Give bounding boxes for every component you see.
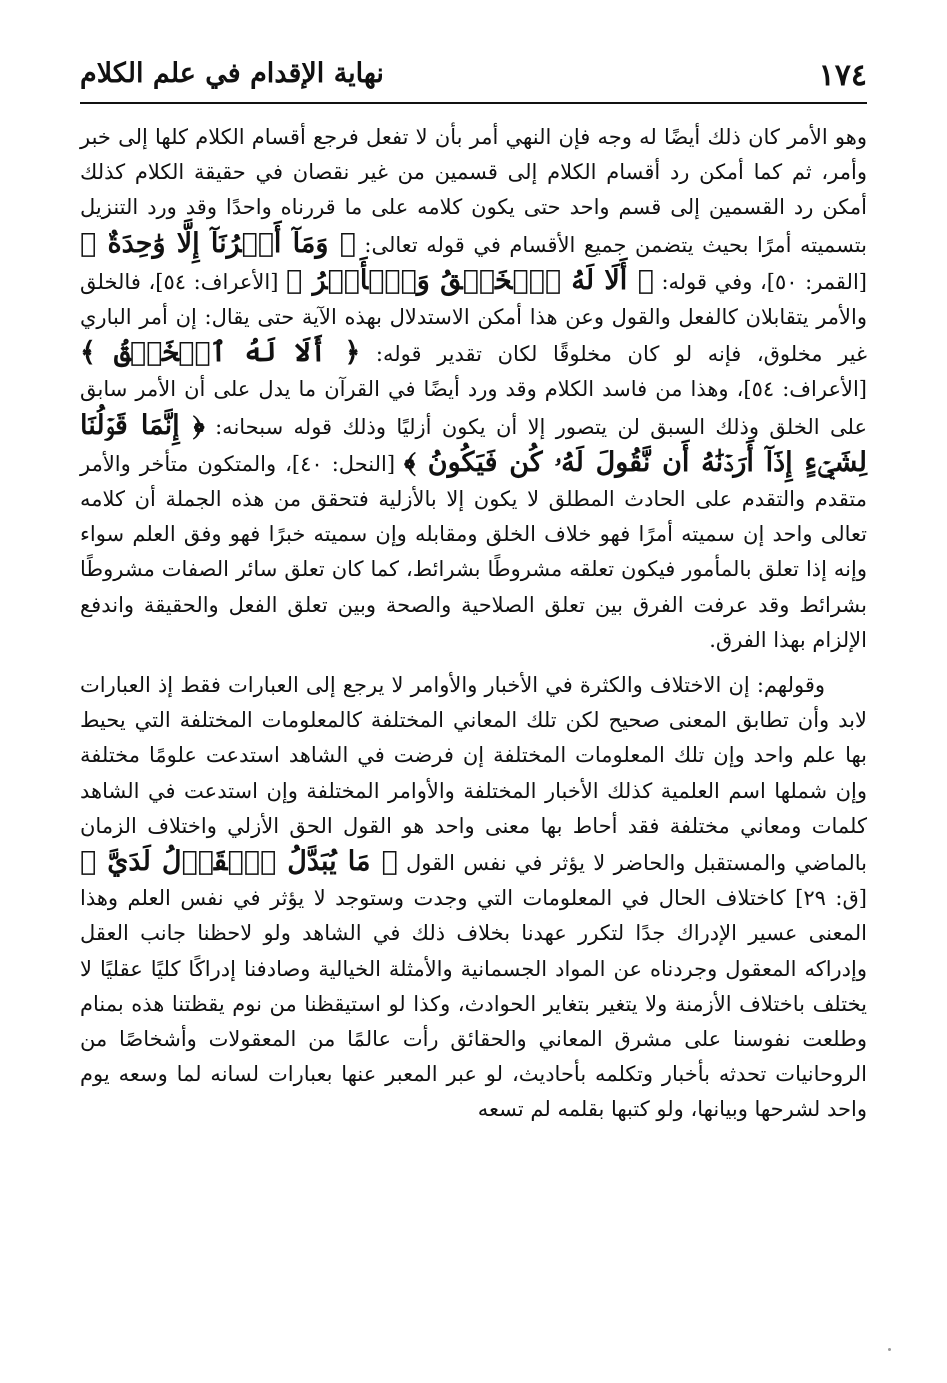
verse-reference: [الأعراف: ٥٤] bbox=[155, 269, 279, 294]
quran-verse: ﴿ أَلَا لَهُ ٱلۡخَلۡقُ ﴾ bbox=[80, 337, 361, 369]
text-run: ، وهذا من فاسد الكلام وقد ورد أيضًا في القرآن ما يدل على أن الأمر سابق على الخلق وذلك السبق لن يتصور إلا أن يكون أزليًا وذلك قوله سبحانه: bbox=[80, 377, 867, 439]
quran-verse: ﴿ إِنَّمَا قَوۡلُنَا لِشَيۡءٍ إِذَآ أَرَدۡنَٰهُ أَن نَّقُولَ لَهُۥ كُن فَيَكُونُ ﴾ bbox=[80, 409, 867, 478]
verse-reference: [الأعراف: ٥٤] bbox=[743, 377, 867, 402]
text-run: ، والمتكون متأخر والأمر متقدم والتقدم على الحادث المطلق لا يكون إلا بالأزلية فتحقق من هذه الجملة أن كلامه تعالى واحد إن سميته أمرًا فهو خلاف الخلق ومقابله وإن سميته خبرًا فهو وفق العلم سواء وإنه إذا تعلق بالمأمور فيكون تعلقه مشروطًا بشرائط، كما كان تعلق سائر الصفات مشروطًا بشرائط وقد عرفت الفرق بين تعلق الصلاحية والصحة وبين تعلق الفعل والحقيقة واندفع الإلزام بهذا الفرق. bbox=[80, 451, 867, 652]
text-run: وهو الأمر كان ذلك أيضًا له وجه فإن النهي أمر بأن لا تفعل فرجع أقسام الكلام كلها إلى خبر وأمر، ثم كما أمكن رد أقسام الكلام إلى قسمين من غير نقصان في حقيقة الكلام كذلك أمكن رد القسمين إلى قسم واحد حتى يكون كلامه على ما قررناه واحدًا وقد ورد التنزيل بتسميته أمرًا بحيث يتضمن جميع الأقسام في قوله تعالى: bbox=[80, 125, 867, 257]
paragraph-1 bbox=[80, 120, 867, 658]
page-body bbox=[80, 120, 867, 1128]
verse-reference: [القمر: ٥٠] bbox=[766, 269, 867, 294]
text-run: كاختلاف الحال في المعلومات التي وجدت وستوجد لا يؤثر في نفس العلم وهذا المعنى عسير الإدراك جدًا لتكرر عهدنا بخلاف ذلك في الشاهد ولو لاحظنا جانب العقل وإدراكه المعقول وجردناه عن المواد الجسمانية والأمثلة الخيالية وصادفنا إدراكًا كليًا عقليًا لا يختلف باختلاف الأزمنة ولا يتغير بتغاير الحوادث، وكذا لو استيقظنا من نوم يقظتنا هذه بمنام وطلعت نفوسنا على مشرق المعاني والحقائق رأت عالمًا من المعقولات وأشخاصًا من الروحانيات تحدثه بأخبار وتكلمه بأحاديث، لو عبر المعبر عنها بعبارات لسانه لما وسعه يوم واحد لشرحها وبيانها، ولو كتبها بقلمه لم تسعه bbox=[80, 886, 867, 1122]
page-header bbox=[80, 52, 867, 104]
quran-verse: ﴿ أَلَا لَهُ ٱلۡخَلۡقُ وَٱلۡأَمۡرُ ﴾ bbox=[286, 264, 654, 296]
header-rule bbox=[80, 102, 867, 104]
quran-verse: ﴿ وَمَآ أَمۡرُنَآ إِلَّا وَٰحِدَةٌ ﴾ bbox=[80, 227, 356, 259]
text-run: ، وفي قوله: bbox=[661, 269, 767, 294]
text-run: ، فالخلق والأمر يتقابلان كالفعل والقول وعن هذا أمكن الاستدلال بهذه الآية حتى يقال: إن أمر الباري غير مخلوق، فإنه لو كان مخلوقًا لكان تقدير قوله: bbox=[80, 269, 867, 367]
verse-reference: [ق: ٢٩] bbox=[795, 886, 867, 911]
scan-speck bbox=[888, 1348, 891, 1351]
verse-reference: [النحل: ٤٠] bbox=[291, 451, 396, 476]
paragraph-2 bbox=[80, 668, 867, 1128]
page-number: ١٧٤ bbox=[818, 58, 867, 93]
running-title: نهاية الإقدام في علم الكلام bbox=[80, 58, 384, 89]
quran-verse: ﴿ مَا يُبَدَّلُ ٱلۡقَوۡلُ لَدَيَّ ﴾ bbox=[80, 846, 398, 878]
text-run: وقولهم: إن الاختلاف والكثرة في الأخبار والأوامر لا يرجع إلى العبارات فقط إذ العبارات لابد وأن تطابق المعنى صحيح لكن تلك المعاني المختلفة كالمعلومات المختلفة التي يحيط بها علم واحد وإن تلك المعلومات المختلفة إن فرضت في الشاهد استدعت علومًا مختلفة وإن شملها اسم العلمية كذلك الأخبار المختلفة والأوامر المختلفة وإن استدعت في الشاهد كلمات ومعاني مختلفة فقد أحاط بها معنى واحد هو القول الحق الأزلي واختلاف الزمان بالماضي والمستقبل والحاضر لا يؤثر في نفس القول bbox=[80, 673, 867, 876]
